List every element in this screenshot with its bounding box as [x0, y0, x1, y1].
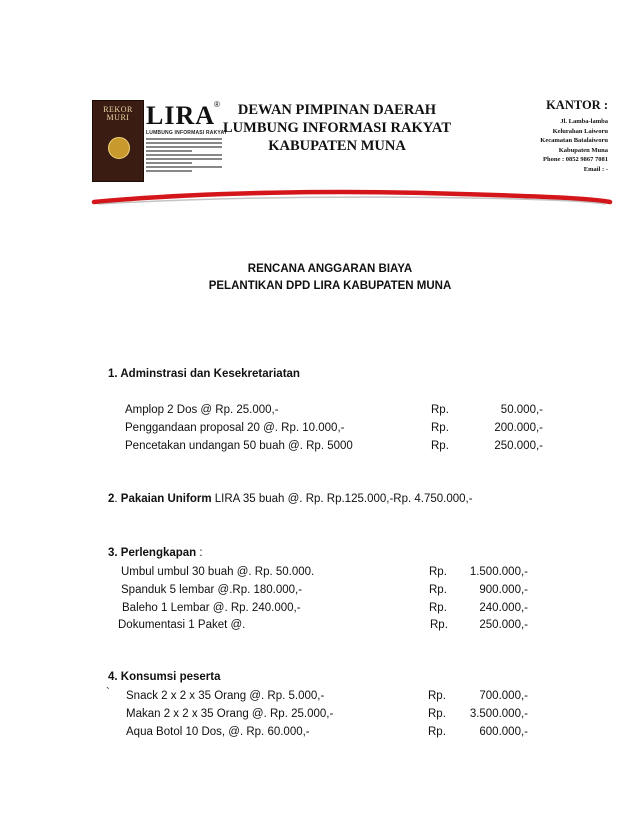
item-description: Snack 2 x 2 x 35 Orang @. Rp. 5.000,- — [126, 690, 325, 702]
budget-row — [125, 402, 545, 418]
budget-row — [125, 438, 545, 454]
section-2-line — [108, 493, 473, 505]
section-4-heading: 4. Konsumsi peserta — [108, 671, 221, 683]
muri-logo — [92, 100, 144, 182]
section-3-heading — [108, 547, 203, 559]
budget-row — [121, 564, 541, 580]
item-description: Penggandaan proposal 20 @. Rp. 10.000,- — [125, 422, 345, 434]
organization-title — [222, 101, 452, 155]
item-description: Umbul umbul 30 buah @. Rp. 50.000. — [121, 566, 315, 578]
item-amount: 240.000,- — [479, 602, 528, 614]
office-street: Jl. Lamba-lamba — [560, 118, 608, 125]
item-amount: 250.000,- — [494, 440, 543, 452]
office-email: Email : - — [583, 165, 608, 173]
item-amount: 3.500.000,- — [469, 708, 528, 720]
budget-row — [126, 688, 546, 704]
stray-backtick-mark: ` — [106, 687, 110, 699]
item-amount: 50.000,- — [500, 404, 543, 416]
budget-row — [125, 420, 545, 436]
document-title-line-2: PELANTIKAN DPD LIRA KABUPATEN MUNA — [208, 280, 452, 292]
budget-row — [122, 600, 542, 616]
currency-label: Rp. — [430, 619, 448, 631]
section-2-heading: Pakaian Uniform — [120, 493, 212, 505]
section-3-colon: : — [196, 547, 203, 559]
lira-logo-subtitle: LUMBUNG INFORMASI RAKYAT — [146, 130, 228, 136]
registered-icon: ® — [214, 100, 220, 109]
currency-label: Rp. — [428, 726, 446, 738]
muri-logo-text: REKOR MURI — [103, 105, 133, 122]
currency-label: Rp. — [429, 566, 447, 578]
org-title-line-3: KABUPATEN MUNA — [268, 138, 406, 154]
office-address-block — [478, 97, 608, 174]
section-2-detail: LIRA 35 buah @. Rp. Rp.125.000,-Rp. 4.750.000,- — [211, 493, 473, 505]
office-kabupaten: Kabupaten Muna — [558, 146, 608, 154]
letterhead-divider-line — [80, 188, 620, 214]
medal-icon — [108, 137, 130, 159]
item-amount: 200.000,- — [494, 422, 543, 434]
currency-label: Rp. — [429, 584, 447, 596]
lira-logo-text-block — [146, 138, 222, 174]
office-kelurahan: Kelurahan Laiworu — [552, 127, 608, 135]
org-title-line-1: DEWAN PIMPINAN DAERAH — [237, 102, 437, 118]
budget-row — [126, 724, 546, 740]
currency-label: Rp. — [431, 404, 449, 416]
item-amount: 600.000,- — [479, 726, 528, 738]
item-description: Amplop 2 Dos @ Rp. 25.000,- — [125, 404, 279, 416]
item-description: Makan 2 x 2 x 35 Orang @. Rp. 25.000,- — [126, 708, 334, 720]
lira-logo-word: LIRA — [146, 101, 216, 130]
office-phone: Phone : 0852 9867 7081 — [543, 156, 608, 163]
budget-row — [118, 617, 538, 633]
document-title-line-1: RENCANA ANGGARAN BIAYA — [247, 263, 413, 275]
budget-row — [121, 582, 541, 598]
currency-label: Rp. — [431, 440, 449, 452]
office-kecamatan: Kecamatan Batalaiworu — [540, 137, 608, 144]
currency-label: Rp. — [431, 422, 449, 434]
item-description: Aqua Botol 10 Dos, @. Rp. 60.000,- — [126, 726, 310, 738]
section-2-number: 2 — [108, 493, 115, 505]
section-1-heading: 1. Adminstrasi dan Kesekretariatan — [108, 368, 300, 380]
currency-label: Rp. — [428, 690, 446, 702]
section-3-title: 3. Perlengkapan — [108, 547, 197, 559]
item-description: Baleho 1 Lembar @. Rp. 240.000,- — [122, 602, 301, 614]
org-title-line-2: LUMBUNG INFORMASI RAKYAT — [223, 120, 451, 136]
lira-logo — [146, 100, 228, 180]
item-amount: 700.000,- — [479, 690, 528, 702]
item-description: Pencetakan undangan 50 buah @. Rp. 5000 — [125, 440, 353, 452]
item-description: Dokumentasi 1 Paket @. — [118, 619, 246, 631]
item-amount: 900.000,- — [479, 584, 528, 596]
item-description: Spanduk 5 lembar @.Rp. 180.000,- — [121, 584, 303, 596]
currency-label: Rp. — [429, 602, 447, 614]
budget-row — [126, 706, 546, 722]
currency-label: Rp. — [428, 708, 446, 720]
office-title: KANTOR : — [546, 98, 608, 112]
section-2-separator: . — [114, 493, 121, 505]
item-amount: 250.000,- — [479, 619, 528, 631]
item-amount: 1.500.000,- — [469, 566, 528, 578]
